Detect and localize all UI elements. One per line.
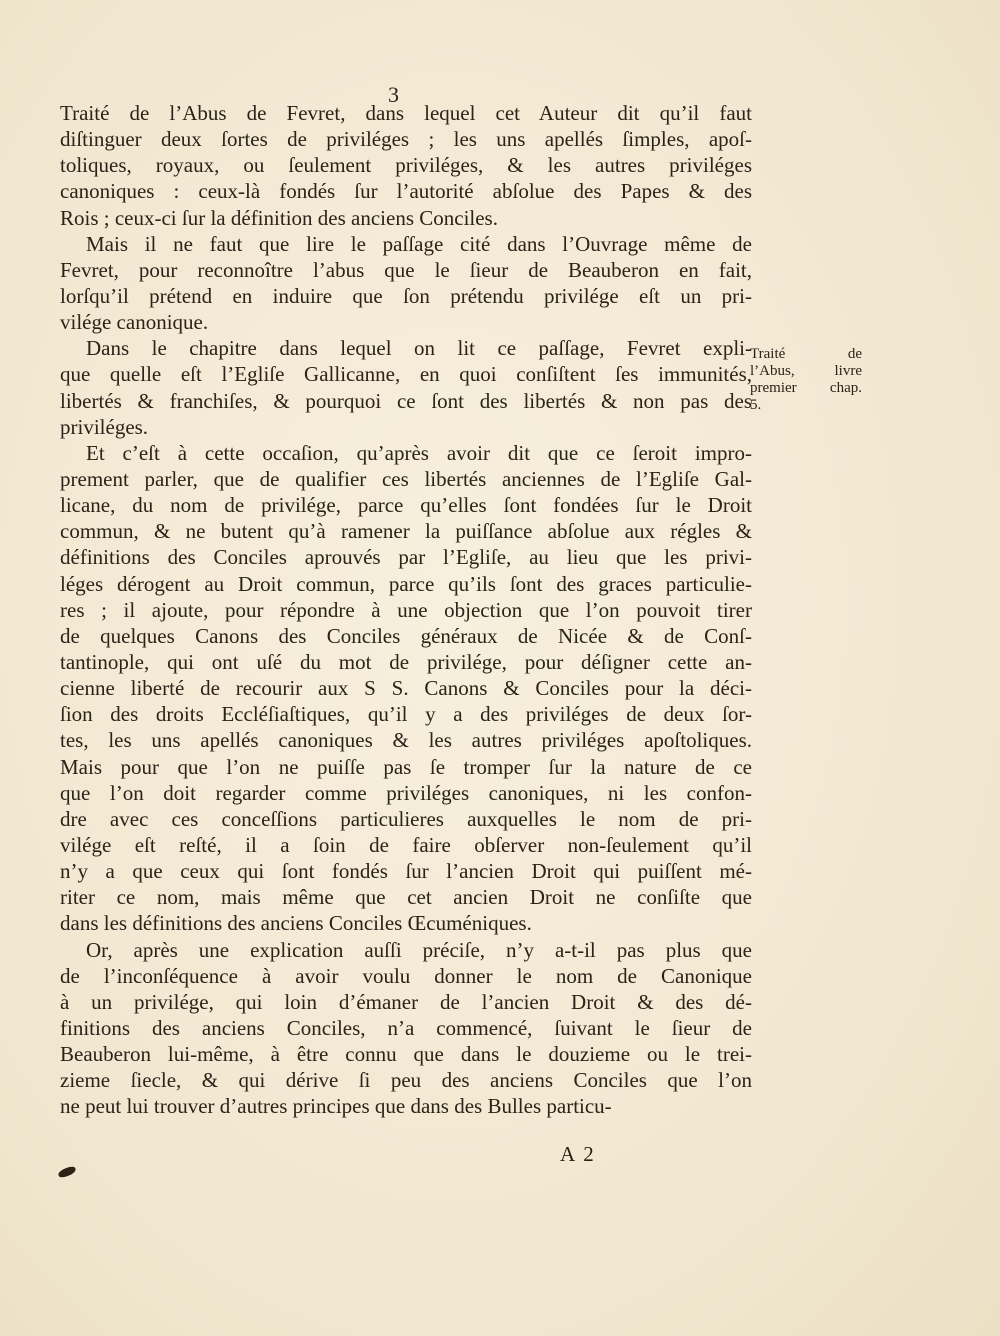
- body-text: [60, 100, 752, 1119]
- text-line: Traité de l’Abus de Fevret, dans lequel cet Auteur dit qu’il faut: [60, 101, 752, 125]
- signature-mark: A 2: [560, 1142, 596, 1166]
- page-number: 3: [388, 82, 399, 107]
- text-line: ſion des droits Eccléſiaſtiques, qu’il y a des priviléges de deux ſor-: [60, 702, 752, 727]
- text-line: licane, du nom de privilége, parce qu’elles ſont fondées ſur le Droit: [60, 493, 752, 518]
- text-line: tes, les uns apellés canoniques & les autres priviléges apoſtoliques.: [60, 728, 752, 753]
- text-line: n’y a que ceux qui ſont fondés ſur l’ancien Droit qui puiſſent mé-: [60, 859, 752, 884]
- text-line: canoniques : ceux-là fondés ſur l’autorité abſolue des Papes & des: [60, 179, 752, 204]
- ink-mark-icon: [57, 1165, 77, 1179]
- text-line: que l’on doit regarder comme priviléges canoniques, ni les confon-: [60, 780, 752, 805]
- text-line: que quelle eſt l’Egliſe Gallicanne, en quoi conſiſtent ſes immunités,: [60, 362, 752, 387]
- text-line: dre avec ces conceſſions particulieres auxquelles le nom de pri-: [60, 806, 752, 831]
- margin-note: [750, 346, 862, 414]
- text-line: zieme ſiecle, & qui dérive ſi peu des anciens Conciles que l’on: [60, 1068, 752, 1093]
- text-line: riter ce nom, mais même que cet ancien Droit ne conſiſte que: [60, 885, 752, 910]
- text-line: Mais il ne faut que lire le paſſage cité dans l’Ouvrage même de: [86, 231, 752, 256]
- text-line: vilége eſt reſté, il a ſoin de faire obſerver non-ſeulement qu’il: [60, 832, 752, 857]
- text-line: finitions des anciens Conciles, n’a commencé, ſuivant le ſieur de: [60, 1015, 752, 1040]
- text-line: de quelques Canons des Conciles généraux de Nicée & de Conſ-: [60, 623, 752, 648]
- margin-note-line: 5.: [750, 397, 762, 413]
- text-line: léges dérogent au Droit commun, parce qu’ils ſont des graces particulie-: [60, 571, 752, 596]
- text-line: Rois ; ceux-ci ſur la définition des anciens Conciles.: [60, 205, 498, 230]
- text-line: diſtinguer deux ſortes de priviléges ; les uns apellés ſimples, apoſ-: [60, 127, 752, 152]
- text-line: définitions des Conciles aprouvés par l’Egliſe, au lieu que les privi-: [60, 545, 752, 570]
- text-line: tantinople, qui ont uſé du mot de privilége, pour déſigner cette an-: [60, 649, 752, 674]
- text-line: toliques, royaux, ou ſeulement priviléges, & les autres priviléges: [60, 153, 752, 178]
- text-line: priviléges.: [60, 414, 149, 439]
- text-line: à un privilége, qui loin d’émaner de l’ancien Droit & des dé-: [60, 989, 752, 1014]
- margin-note-line: l’Abus, livre: [750, 363, 862, 379]
- text-line: Dans le chapitre dans lequel on lit ce paſſage, Fevret expli-: [86, 336, 752, 361]
- margin-note-line: Traité de: [750, 346, 862, 362]
- text-line: Or, après une explication auſſi préciſe, n’y a-t-il pas plus que: [86, 937, 752, 962]
- text-line: Fevret, pour reconnoître l’abus que le ſieur de Beauberon en fait,: [60, 257, 752, 282]
- text-line: res ; il ajoute, pour répondre à une objection que l’on pouvoit tirer: [60, 597, 752, 622]
- text-line: Beauberon lui-même, à être connu que dans le douzieme ou le trei-: [60, 1042, 752, 1067]
- text-line: Mais pour que l’on ne puiſſe pas ſe tromper ſur la nature de ce: [60, 754, 752, 779]
- text-line: commun, & ne butent qu’à ramener la puiſſance abſolue aux régles &: [60, 519, 752, 544]
- text-line: vilége canonique.: [60, 310, 209, 335]
- text-line: cienne liberté de recourir aux S S. Canons & Conciles pour la déci-: [60, 676, 752, 701]
- text-line: Et c’eſt à cette occaſion, qu’après avoir dit que ce ſeroit impro-: [86, 440, 752, 465]
- text-line: prement parler, que de qualifier ces libertés anciennes de l’Egliſe Gal-: [60, 466, 752, 491]
- text-line: dans les définitions des anciens Conciles Œcuméniques.: [60, 911, 532, 936]
- text-line: libertés & franchiſes, & pourquoi ce ſont des libertés & non pas des: [60, 388, 752, 413]
- text-line: lorſqu’il prétend en induire que ſon prétendu privilége eſt un pri-: [60, 283, 752, 308]
- text-line: ne peut lui trouver d’autres principes que dans des Bulles particu-: [60, 1094, 612, 1119]
- text-line: de l’inconſéquence à avoir voulu donner le nom de Canonique: [60, 963, 752, 988]
- margin-note-line: premier chap.: [750, 380, 862, 396]
